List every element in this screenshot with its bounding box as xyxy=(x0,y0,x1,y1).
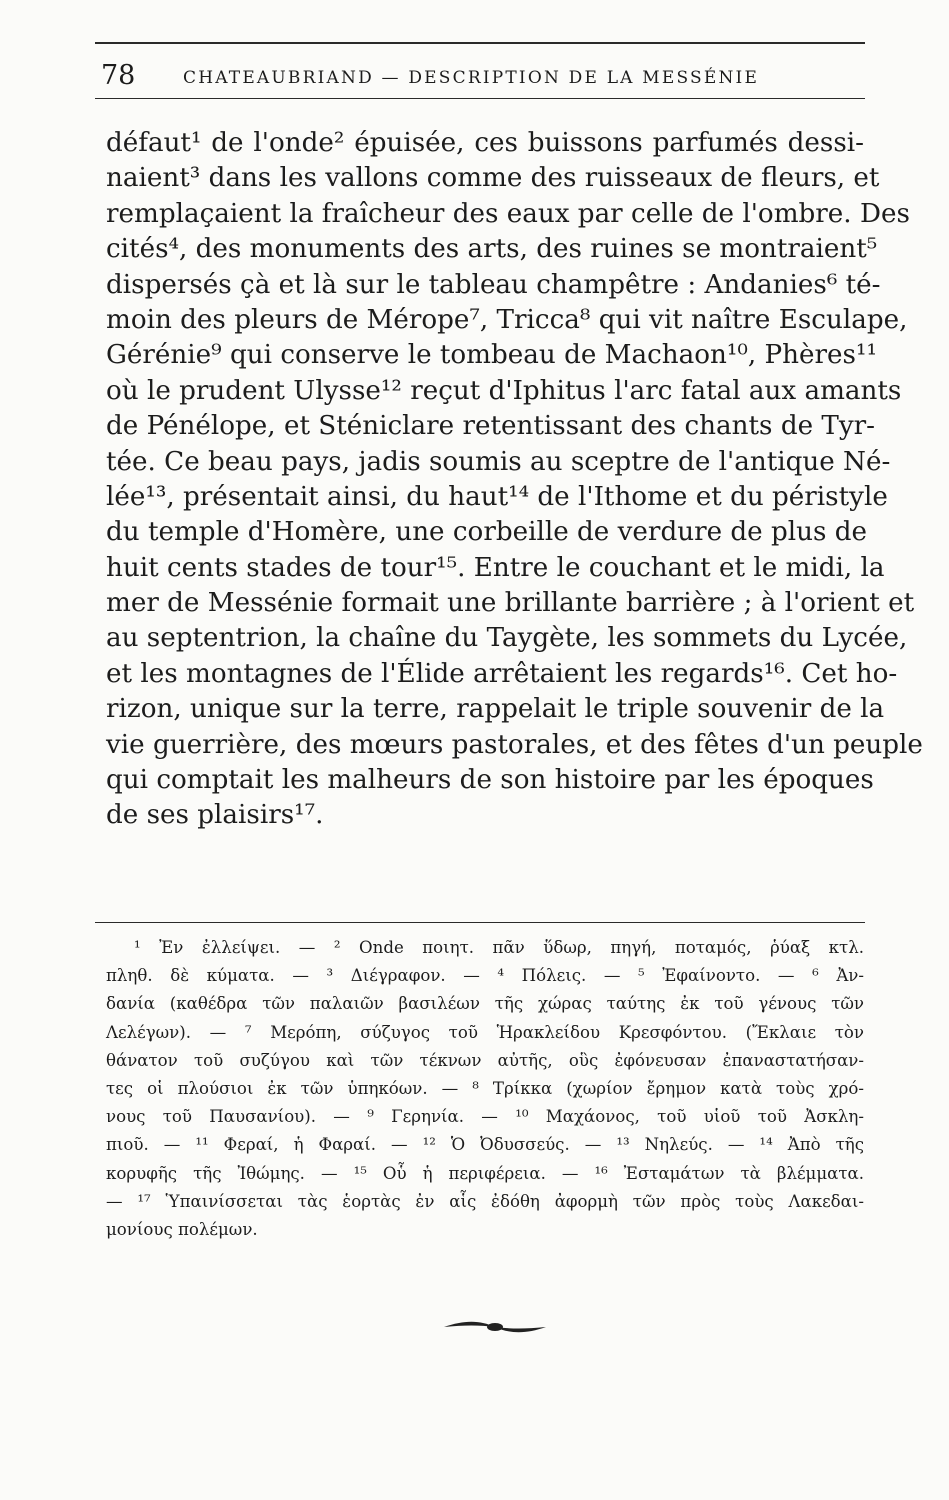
show-through-line xyxy=(106,1345,864,1373)
footnote-line: — ¹⁷ Ὑπαινίσσεται τὰς ἑορτὰς ἐν αἷς ἐδόθη ἀφορμὴ τῶν πρὸς τοὺς Λακεδαι- xyxy=(106,1191,864,1211)
footnote-line: Λελέγων). — ⁷ Μερόπη, σύζυγος τοῦ Ἡρακλείδου Κρεσφόντου. (Ἔκλαιε τὸν xyxy=(106,1022,864,1042)
footnote-line: θάνατον τοῦ συζύγου καὶ τῶν τέκνων αὐτῆς, οὓς ἐφόνευσαν ἐπαναστατήσαν- xyxy=(106,1050,864,1070)
body-text xyxy=(106,126,923,834)
ornament-icon xyxy=(440,1316,550,1338)
body-line: mer de Messénie formait une brillante barrière ; à l'orient et xyxy=(106,588,915,619)
body-line: vie guerrière, des mœurs pastorales, et des fêtes d'un peuple xyxy=(106,729,923,760)
body-line: huit cents stades de tour¹⁵. Entre le couchant et le midi, la xyxy=(106,552,885,583)
show-through-line xyxy=(106,1401,864,1429)
running-head: CHATEAUBRIAND — DESCRIPTION DE LA MESSÉNIE xyxy=(183,68,760,88)
footnote-line: δανία (καθέδρα τῶν παλαιῶν βασιλέων τῆς χώρας ταύτης ἐκ τοῦ γένους τῶν xyxy=(106,994,864,1014)
page-header xyxy=(95,58,865,94)
footnotes xyxy=(106,934,864,1244)
show-through-text xyxy=(106,1345,864,1485)
body-line: défaut¹ de l'onde² épuisée, ces buissons parfumés dessi- xyxy=(106,128,864,158)
body-line: naient³ dans les vallons comme des ruisseaux de fleurs, et xyxy=(106,163,880,194)
footnote-line: πληθ. δὲ κύματα. — ³ Διέγραφον. — ⁴ Πόλεις. — ⁵ Ἐφαίνοντο. — ⁶ Ἀν- xyxy=(106,966,864,986)
body-line: tée. Ce beau pays, jadis soumis au sceptre de l'antique Né- xyxy=(106,446,891,477)
footnote-line: τες οἱ πλούσιοι ἐκ τῶν ὑπηκόων. — ⁸ Τρίκκα (χωρίον ἔρημον κατὰ τοὺς χρό- xyxy=(106,1078,864,1098)
body-line: moin des pleurs de Mérope⁷, Tricca⁸ qui vit naître Esculape, xyxy=(106,304,908,335)
header-rule xyxy=(95,98,865,99)
body-line: remplaçaient la fraîcheur des eaux par celle de l'ombre. Des xyxy=(106,198,910,229)
footnote-line: μονίους πολέμων. xyxy=(106,1219,258,1239)
show-through-line xyxy=(106,1373,864,1401)
body-line: dispersés çà et là sur le tableau champêtre : Andanies⁶ té- xyxy=(106,269,881,300)
footnote-line: πιοῦ. — ¹¹ Φεραί, ἡ Φαραί. — ¹² Ὁ Ὀδυσσεύς. — ¹³ Νηλεύς. — ¹⁴ Ἀπὸ τῆς xyxy=(106,1135,864,1155)
show-through-line xyxy=(106,1457,864,1485)
body-line: de Pénélope, et Sténiclare retentissant des chants de Tyr- xyxy=(106,411,876,442)
page-number: 78 xyxy=(101,60,136,91)
body-line: et les montagnes de l'Élide arrêtaient les regards¹⁶. Cet ho- xyxy=(106,658,898,689)
top-rule xyxy=(95,42,865,44)
footnote-line: νους τοῦ Παυσανίου). — ⁹ Γερηνία. — ¹⁰ Μαχάονος, τοῦ υἱοῦ τοῦ Ἀσκλη- xyxy=(106,1107,864,1127)
body-line: lée¹³, présentait ainsi, du haut¹⁴ de l'Ithome et du péristyle xyxy=(106,481,888,512)
body-line: qui comptait les malheurs de son histoire par les époques xyxy=(106,765,874,796)
footnote-rule xyxy=(95,922,865,923)
body-line: au septentrion, la chaîne du Taygète, les sommets du Lycée, xyxy=(106,623,908,654)
show-through-line xyxy=(106,1429,864,1457)
body-line: cités⁴, des monuments des arts, des ruines se montraient⁵ xyxy=(106,234,878,265)
body-line: de ses plaisirs¹⁷. xyxy=(106,800,324,831)
footnote-line: ¹ Ἐν ἐλλείψει. — ² Onde ποιητ. πᾶν ὕδωρ, πηγή, ποταμός, ῥύαξ κτλ. xyxy=(134,938,864,957)
footnote-line: κορυφῆς τῆς Ἰθώμης. — ¹⁵ Οὗ ἡ περιφέρεια. — ¹⁶ Ἐσταμάτων τὰ βλέμματα. xyxy=(106,1163,864,1183)
body-line: rizon, unique sur la terre, rappelait le triple souvenir de la xyxy=(106,694,885,725)
body-line: Gérénie⁹ qui conserve le tombeau de Machaon¹⁰, Phères¹¹ xyxy=(106,340,877,371)
body-line: du temple d'Homère, une corbeille de verdure de plus de xyxy=(106,517,868,548)
body-line: où le prudent Ulysse¹² reçut d'Iphitus l'arc fatal aux amants xyxy=(106,375,902,406)
